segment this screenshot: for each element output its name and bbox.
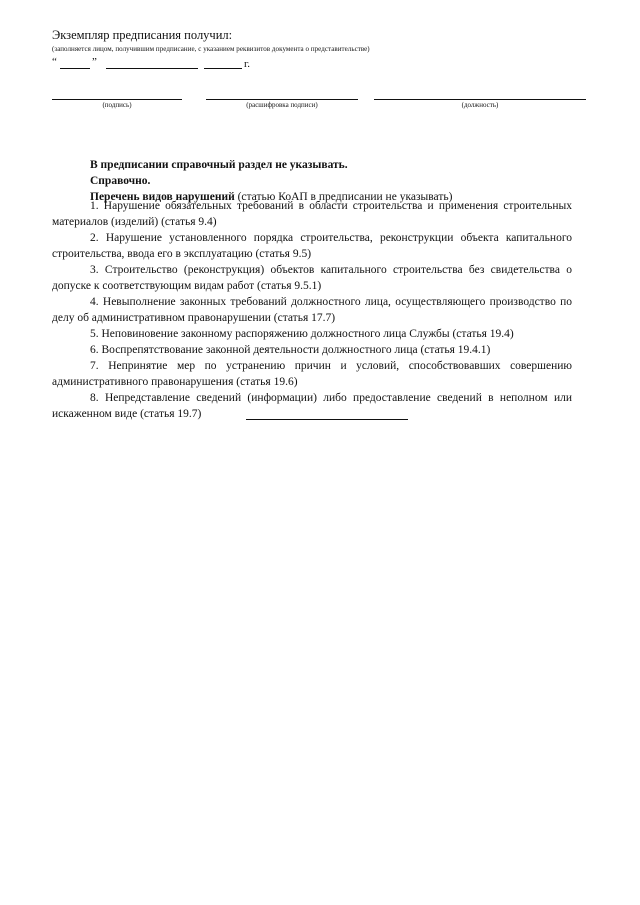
year-blank [204, 68, 242, 69]
date-close-quote: ” [92, 56, 97, 68]
decoding-line [206, 99, 358, 100]
violation-item: 7. Непринятие мер по устранению причин и условий, способствовавших совершению административного правонарушения (статья 19.6) [52, 360, 572, 389]
violation-item: 3. Строительство (реконструкция) объектов капитального строительства без свидетельства о допуске к соответствующим видам работ (статья 9.5.1) [52, 264, 572, 293]
signature-caption: (подпись) [102, 101, 132, 109]
day-blank [60, 68, 90, 69]
violation-item: 5. Неповиновение законному распоряжению должностного лица Службы (статья 19.4) [90, 328, 514, 340]
list-title-note: (статью КоАП в предписании не указывать) [234, 191, 453, 204]
position-line [374, 99, 586, 100]
closing-rule [246, 419, 408, 420]
received-note: (заполняется лицом, получившим предписание, с указанием реквизитов документа о представительстве) [52, 45, 370, 53]
year-suffix: г. [244, 58, 251, 70]
decoding-caption: (расшифровка подписи) [246, 101, 318, 109]
position-caption: (должность) [461, 101, 499, 109]
instruction-text: В предписании справочный раздел не указывать. [90, 159, 348, 171]
violation-item: 8. Непредставление сведений (информации) либо предоставление сведений в неполном или искаженном виде (статья 19.7) [52, 392, 572, 421]
date-open-quote: “ [52, 56, 57, 68]
violation-item: 1. Нарушение обязательных требований в области строительства и применения строительных материалов (изделий) (статья 9.4) [52, 200, 572, 229]
month-blank [106, 68, 198, 69]
violation-item: 4. Невыполнение законных требований должностного лица, осуществляющего производство по делу об административном правонарушении (статья 17.7) [52, 296, 572, 325]
violation-item: 2. Нарушение установленного порядка строительства, реконструкции объекта капитального строительства, ввода его в эксплуатацию (статья 9.5) [52, 232, 572, 261]
reference-heading: Справочно. [90, 175, 151, 188]
signature-line [52, 99, 182, 100]
date-field [52, 56, 312, 72]
list-title: Перечень видов нарушений [90, 191, 235, 204]
violation-item: 6. Воспрепятствование законной деятельности должностного лица (статья 19.4.1) [90, 344, 491, 356]
received-title: Экземпляр предписания получил: [52, 28, 233, 42]
